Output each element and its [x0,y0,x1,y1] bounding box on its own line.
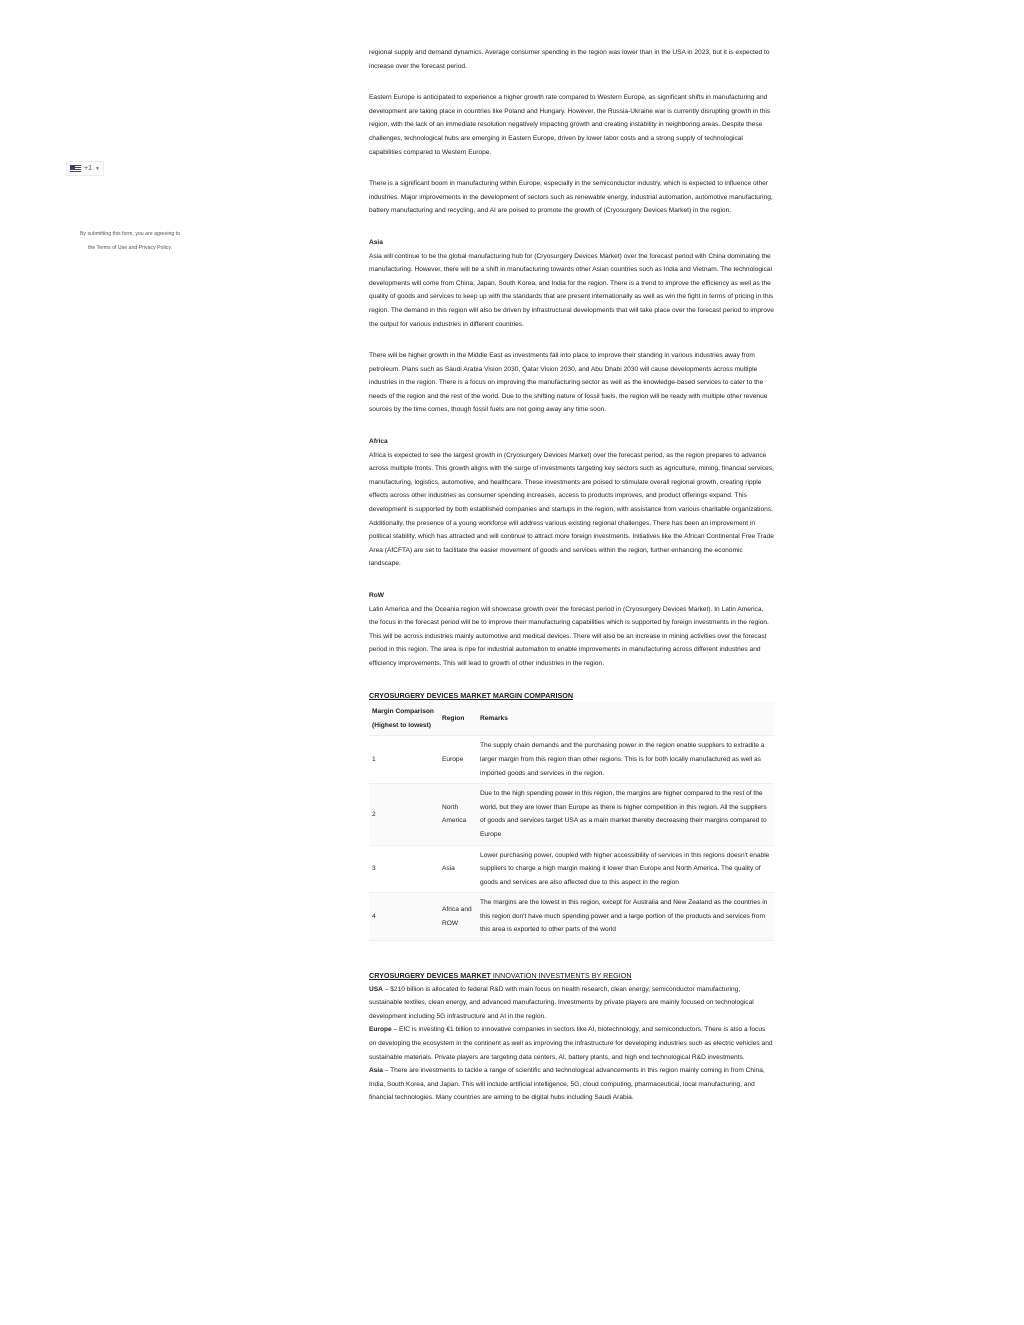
us-flag-icon [70,165,81,172]
table-row [369,784,774,845]
consent-notice [60,228,200,255]
investment-europe [369,1023,774,1064]
cell-remarks: The margins are the lowest in this region, except for Australia and New Zealand as the countries in this region don't have much spending power and a large portion of the products and services from this area is exported to other parts of the world [480,899,768,934]
header-margin-comparison: Margin Comparison (Highest to lowest) [372,708,434,729]
consent-line-2: the Terms of Use and Privacy Policy. [88,244,172,251]
investment-text: – EIC is investing €1 billion to innovative companies in sectors like AI, biotechnology, and semiconductors. There is also a focus on developing the ecosystem in the continent as well as improving the infrastructure for developing industries such as electric vehicles and sustainable materials. Private players are targeting data centers, AI, battery plants, and high end technological R&D investments. [369,1026,773,1061]
consent-line-1: By submitting this form, you are agreeing to [79,231,181,237]
cell-remarks: Lower purchasing power, coupled with higher accessibility of services in this regions doesn't enable suppliers to charge a high margin making it lower than Europe and North America. The quality of goods and services are also affected due to this aspect in the region [480,851,770,886]
header-region: Region [442,714,465,722]
innovation-title-rest: INNOVATION INVESTMENTS BY REGION [490,971,632,981]
table-row [369,845,774,893]
cell-region: Africa and ROW [442,906,472,927]
cell-rank: 2 [372,810,376,818]
header-remarks: Remarks [480,714,508,722]
investment-usa [369,983,774,1024]
table-row [369,736,774,784]
margin-comparison-title: CRYOSURGERY DEVICES MARKET MARGIN COMPARISON [369,690,574,700]
margin-comparison-table [369,702,774,941]
table-header-row [369,702,774,736]
row-heading: RoW [369,592,385,599]
chevron-down-icon: ▼ [94,165,100,172]
cell-region: Europe [442,755,464,763]
cell-region: Asia [442,865,455,873]
cell-rank: 4 [372,912,376,920]
cell-region: North America [442,803,467,825]
investment-label: Europe [369,1026,392,1034]
phone-country-code: +1 [84,165,92,172]
intro-paragraph: regional supply and demand dynamics. Average consumer spending in the region was lower than in the USA in 2023, but it is expected to increase over the forecast period. [369,49,770,70]
investment-text: – $210 billion is allocated to federal R&D with main focus on health research, clean energy, semiconductor manufacturing, sustainable textiles, clean energy, and advanced manufacturing. Investments by private players are mainly focused on technological development including 5G infrastructure and AI in the region. [369,985,754,1020]
table-row [369,893,774,941]
row-paragraph: Latin America and the Oceania region will showcase growth over the forecast period in (Cryosurgery Devices Market). In Latin America, the focus in the forecast period will be to improve their manufacturing capabilities which is supported by foreign investments in the region. This will be across industries mainly automotive and medical devices. There will also be an increase in mining activities over the forecast period in this region. The area is ripe for industrial automation to enable improvements in manufacturing across different industries and efficiency improvements. This will lead to growth of other industries in the region. [369,605,769,667]
investment-asia [369,1064,774,1105]
cell-rank: 3 [372,865,376,873]
europe-boom-paragraph: There is a significant boom in manufacturing within Europe, especially in the semiconductor industry, which is expected to influence other industries. Major improvements in the development of sectors such as renewable energy, industrial automation, automotive manufacturing, battery manufacturing and recycling, and AI are poised to promote the growth of (Cryosurgery Devices Market) in the region. [369,180,773,215]
cell-remarks: The supply chain demands and the purchasing power in the region enable suppliers to extradite a larger margin from this region than other regions. This is for both locally manufactured as well as imported goods and services in the region. [480,742,765,777]
eastern-europe-paragraph: Eastern Europe is anticipated to experience a higher growth rate compared to Western Europe, as significant shifts in manufacturing and development are taking place in countries like Poland and Hungary. However, the Russia-Ukraine war is currently disrupting growth in this region, with the lack of an immediate resolution negatively impacting growth and creating instability in neighboring areas. Despite these challenges, technological hubs are emerging in Eastern Europe, driven by lower labor costs and a strong supply of technological capabilities compared to Western Europe. [369,94,771,156]
cell-rank: 1 [372,755,376,763]
africa-paragraph: Africa is expected to see the largest growth in (Cryosurgery Devices Market) over the forecast period, as the region prepares to advance across multiple fronts. This growth aligns with the surge of investments targeting key sectors such as agriculture, mining, financial services, manufacturing, logistics, automotive, and healthcare. These investments are poised to stimulate overall regional growth, creating ripple effects across other industries as consumer spending increases, access to products improves, and product offerings expand. This development is supported by both established companies and startups in the region, with assistance from various charitable organizations. Additionally, the presence of a young workforce will address various existing regional challenges. There has been an improvement in political stability, which has attracted and will continue to attract more foreign investments. Initiatives like the African Continental Free Trade Area (AfCFTA) are set to facilitate the easier movement of goods and services within the region, further enhancing the economic landscape. [369,451,774,568]
investment-label: Asia [369,1067,383,1075]
africa-heading: Africa [369,438,388,446]
investment-text: – There are investments to tackle a range of scientific and technological advancements in this region mainly coming in from China, India, South Korea, and Japan. This will include artificial intelligence, 5G, cloud computing, pharmaceutical, local manufacturing, and financial technologies. Many countries are aiming to be digital hubs including Saudi Arabia. [369,1067,765,1102]
innovation-investments-title [369,969,774,983]
innovation-title-bold: CRYOSURGERY DEVICES MARKET [369,971,491,981]
asia-paragraph: Asia will continue to be the global manufacturing hub for (Cryosurgery Devices Market) over the forecast period with China dominating the manufacturing. However, there will be a shift in manufacturing towards other Asian countries such as India and Vietnam. The technological developments will come from China, Japan, South Korea, and India for the region. There is a trend to improve the efficiency as well as the quality of goods and services to keep up with the standards that are present internationally as well as win the fight in terms of pricing in this region. The demand in this region will also be driven by infrastructural developments that will take place over the forecast period to improve the output for various industries in different countries. [369,252,774,328]
phone-country-select[interactable] [66,161,104,176]
cell-remarks: Due to the high spending power in this region, the margins are higher compared to the rest of the world, but they are lower than Europe as there is higher competition in this region. All the suppliers of goods and services target USA as a main market thereby decreasing their margins compared to Europe [480,790,767,838]
middle-east-paragraph: There will be higher growth in the Middle East as investments fall into place to improve their standing in various industries away from petroleum. Plans such as Saudi Arabia Vision 2030, Qatar Vision 2030, and Abu Dhabi 2030 will cause developments across multiple industries in the region. There is a focus on improving the manufacturing sector as well as the knowledge-based services to cater to the needs of the region and the rest of the world. Due to the shifting nature of fossil fuels, the region will be ready with multiple other revenue sources by the time comes, though fossil fuels are not going away any time soon. [369,352,768,414]
investment-label: USA [369,985,383,993]
asia-heading: Asia [369,238,383,246]
article-body [369,46,774,1105]
